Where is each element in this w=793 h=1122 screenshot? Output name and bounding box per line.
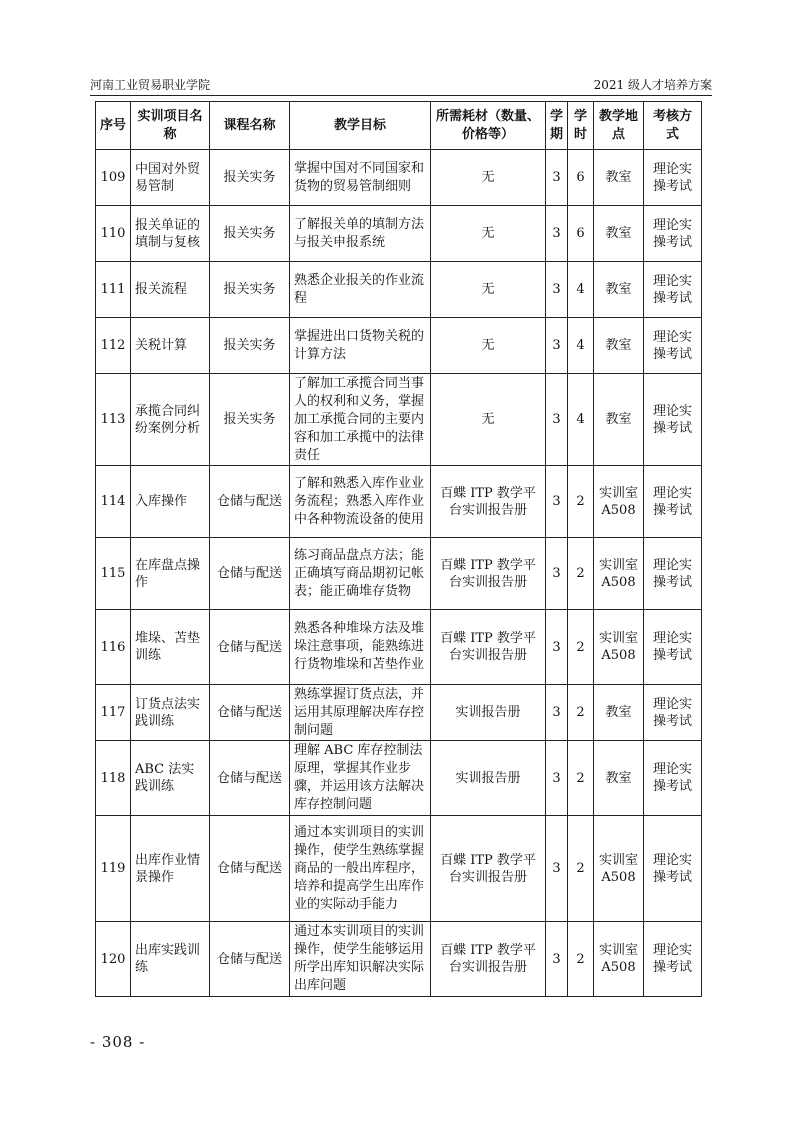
cell-assess: 理论实操考试 [644, 922, 702, 997]
cell-place: 教室 [594, 685, 644, 741]
cell-no: 109 [96, 150, 131, 206]
cell-materials: 百蝶 ITP 教学平台实训报告册 [431, 538, 546, 610]
cell-goal: 熟悉各种堆垛方法及堆垛注意事项，能熟练进行货物堆垛和苫垫作业 [290, 610, 431, 685]
cell-project: 订货点法实践训练 [131, 685, 210, 741]
cell-materials: 百蝶 ITP 教学平台实训报告册 [431, 816, 546, 922]
cell-course: 报关实务 [210, 262, 290, 318]
table-row [96, 741, 702, 816]
cell-materials: 实训报告册 [431, 741, 546, 816]
cell-no: 115 [96, 538, 131, 610]
training-projects-table [95, 101, 702, 997]
cell-term: 3 [546, 741, 568, 816]
cell-materials: 百蝶 ITP 教学平台实训报告册 [431, 466, 546, 538]
cell-materials: 无 [431, 150, 546, 206]
cell-hours: 2 [568, 610, 594, 685]
cell-hours: 2 [568, 741, 594, 816]
cell-term: 3 [546, 262, 568, 318]
page-number: - 308 - [90, 1033, 146, 1051]
cell-no: 119 [96, 816, 131, 922]
cell-goal: 理解 ABC 库存控制法原理，掌握其作业步骤，并运用该方法解决库存控制问题 [290, 741, 431, 816]
cell-hours: 4 [568, 262, 594, 318]
cell-assess: 理论实操考试 [644, 610, 702, 685]
table-row [96, 685, 702, 741]
cell-materials: 百蝶 ITP 教学平台实训报告册 [431, 922, 546, 997]
cell-project: 出库实践训练 [131, 922, 210, 997]
cell-course: 仓储与配送 [210, 816, 290, 922]
cell-place: 实训室A508 [594, 538, 644, 610]
cell-assess: 理论实操考试 [644, 685, 702, 741]
cell-goal: 了解和熟悉入库作业业务流程；熟悉入库作业中各种物流设备的使用 [290, 466, 431, 538]
cell-hours: 2 [568, 685, 594, 741]
cell-materials: 无 [431, 374, 546, 466]
cell-goal: 掌握进出口货物关税的计算方法 [290, 318, 431, 374]
table-row [96, 538, 702, 610]
table-row [96, 610, 702, 685]
header-divider [90, 95, 712, 96]
cell-goal: 通过本实训项目的实训操作，使学生能够运用所学出库知识解决实际出库问题 [290, 922, 431, 997]
cell-no: 113 [96, 374, 131, 466]
col-header-place: 教学地点 [594, 102, 644, 150]
cell-project: 报关流程 [131, 262, 210, 318]
cell-no: 118 [96, 741, 131, 816]
cell-course: 仓储与配送 [210, 741, 290, 816]
cell-hours: 6 [568, 150, 594, 206]
cell-course: 报关实务 [210, 318, 290, 374]
cell-no: 112 [96, 318, 131, 374]
cell-assess: 理论实操考试 [644, 538, 702, 610]
cell-term: 3 [546, 610, 568, 685]
cell-place: 实训室A508 [594, 466, 644, 538]
cell-assess: 理论实操考试 [644, 150, 702, 206]
cell-project: 中国对外贸易管制 [131, 150, 210, 206]
cell-term: 3 [546, 685, 568, 741]
cell-goal: 掌握中国对不同国家和货物的贸易管制细则 [290, 150, 431, 206]
cell-course: 仓储与配送 [210, 922, 290, 997]
table-row [96, 816, 702, 922]
cell-term: 3 [546, 150, 568, 206]
table-header-row [96, 102, 702, 150]
table-row [96, 922, 702, 997]
cell-project: 报关单证的填制与复核 [131, 206, 210, 262]
cell-goal: 熟悉企业报关的作业流程 [290, 262, 431, 318]
cell-term: 3 [546, 466, 568, 538]
cell-materials: 无 [431, 262, 546, 318]
cell-place: 教室 [594, 374, 644, 466]
cell-course: 报关实务 [210, 150, 290, 206]
cell-goal: 了解加工承揽合同当事人的权利和义务，掌握加工承揽合同的主要内容和加工承揽中的法律责任 [290, 374, 431, 466]
cell-term: 3 [546, 318, 568, 374]
cell-project: 承揽合同纠纷案例分析 [131, 374, 210, 466]
col-header-hours: 学时 [568, 102, 594, 150]
cell-no: 114 [96, 466, 131, 538]
cell-place: 教室 [594, 741, 644, 816]
cell-project: 出库作业情景操作 [131, 816, 210, 922]
col-header-project: 实训项目名称 [131, 102, 210, 150]
cell-project: ABC 法实践训练 [131, 741, 210, 816]
cell-course: 仓储与配送 [210, 685, 290, 741]
cell-materials: 百蝶 ITP 教学平台实训报告册 [431, 610, 546, 685]
table-row [96, 318, 702, 374]
plan-title: 2021 级人才培养方案 [593, 78, 712, 92]
cell-no: 120 [96, 922, 131, 997]
cell-hours: 4 [568, 318, 594, 374]
cell-hours: 2 [568, 466, 594, 538]
col-header-course: 课程名称 [210, 102, 290, 150]
cell-term: 3 [546, 816, 568, 922]
table-row [96, 206, 702, 262]
col-header-term: 学期 [546, 102, 568, 150]
cell-place: 实训室A508 [594, 816, 644, 922]
cell-materials: 无 [431, 318, 546, 374]
table-row [96, 262, 702, 318]
cell-place: 实训室A508 [594, 922, 644, 997]
cell-assess: 理论实操考试 [644, 206, 702, 262]
cell-term: 3 [546, 922, 568, 997]
table-row [96, 374, 702, 466]
cell-goal: 练习商品盘点方法；能正确填写商品期初记帐表；能正确堆存货物 [290, 538, 431, 610]
cell-place: 教室 [594, 262, 644, 318]
table-row [96, 150, 702, 206]
cell-goal: 了解报关单的填制方法与报关申报系统 [290, 206, 431, 262]
institution-name: 河南工业贸易职业学院 [90, 78, 211, 92]
cell-assess: 理论实操考试 [644, 741, 702, 816]
cell-place: 教室 [594, 318, 644, 374]
cell-no: 111 [96, 262, 131, 318]
cell-place: 教室 [594, 150, 644, 206]
cell-term: 3 [546, 538, 568, 610]
cell-assess: 理论实操考试 [644, 466, 702, 538]
cell-term: 3 [546, 374, 568, 466]
cell-course: 仓储与配送 [210, 466, 290, 538]
cell-project: 在库盘点操作 [131, 538, 210, 610]
cell-goal: 通过本实训项目的实训操作，使学生熟练掌握商品的一般出库程序，培养和提高学生出库作业的实际动手能力 [290, 816, 431, 922]
cell-hours: 2 [568, 538, 594, 610]
cell-course: 报关实务 [210, 374, 290, 466]
cell-assess: 理论实操考试 [644, 816, 702, 922]
table-row [96, 466, 702, 538]
cell-place: 教室 [594, 206, 644, 262]
cell-hours: 2 [568, 922, 594, 997]
cell-term: 3 [546, 206, 568, 262]
cell-materials: 实训报告册 [431, 685, 546, 741]
cell-place: 实训室A508 [594, 610, 644, 685]
cell-goal: 熟练掌握订货点法，并运用其原理解决库存控制问题 [290, 685, 431, 741]
cell-hours: 2 [568, 816, 594, 922]
col-header-no: 序号 [96, 102, 131, 150]
cell-no: 110 [96, 206, 131, 262]
cell-course: 仓储与配送 [210, 538, 290, 610]
cell-project: 关税计算 [131, 318, 210, 374]
cell-assess: 理论实操考试 [644, 318, 702, 374]
col-header-goal: 教学目标 [290, 102, 431, 150]
cell-no: 116 [96, 610, 131, 685]
cell-assess: 理论实操考试 [644, 374, 702, 466]
cell-materials: 无 [431, 206, 546, 262]
cell-course: 报关实务 [210, 206, 290, 262]
cell-assess: 理论实操考试 [644, 262, 702, 318]
cell-course: 仓储与配送 [210, 610, 290, 685]
cell-hours: 6 [568, 206, 594, 262]
cell-project: 堆垛、苫垫训练 [131, 610, 210, 685]
cell-no: 117 [96, 685, 131, 741]
cell-project: 入库操作 [131, 466, 210, 538]
cell-hours: 4 [568, 374, 594, 466]
col-header-assess: 考核方式 [644, 102, 702, 150]
col-header-materials: 所需耗材（数量、价格等） [431, 102, 546, 150]
